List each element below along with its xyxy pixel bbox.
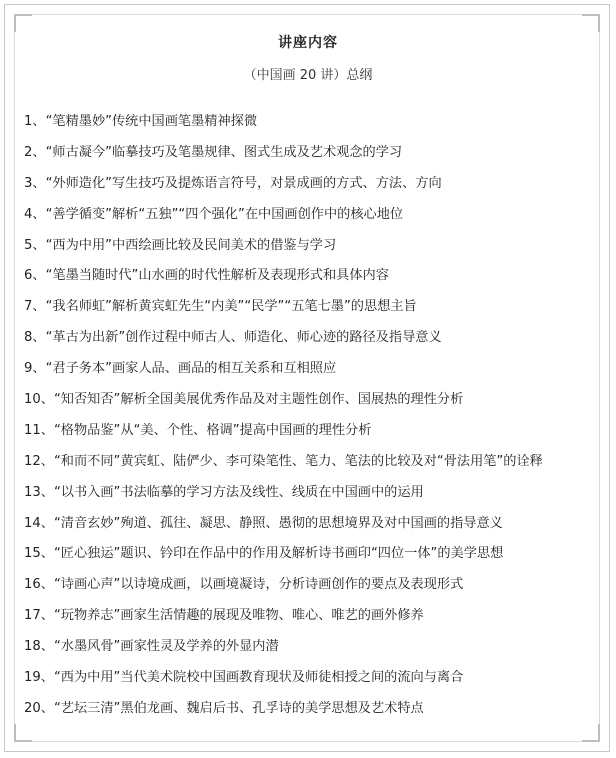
lecture-item: 16、“诗画心声”以诗境成画，以画境凝诗，分析诗画创作的要点及表现形式 <box>24 577 464 593</box>
lecture-item: 9、“君子务本”画家人品、画品的相互关系和互相照应 <box>24 361 337 377</box>
corner-ornament <box>582 14 600 32</box>
page-title: 讲座内容 <box>278 35 338 51</box>
lecture-list <box>24 113 599 731</box>
lecture-item: 2、“师古凝今”临摹技巧及笔墨规律、图式生成及艺术观念的学习 <box>24 144 403 160</box>
corner-ornament <box>14 14 32 32</box>
lecture-item: 14、“清音玄妙”殉道、孤往、凝思、静照、愚彻的思想境界及对中国画的指导意义 <box>24 515 503 531</box>
lecture-item: 15、“匠心独运”题识、钤印在作品中的作用及解析诗书画印“四位一体”的美学思想 <box>24 546 504 562</box>
lecture-item: 11、“格物品鉴”从“美、个性、格调”提高中国画的理性分析 <box>24 422 372 438</box>
lecture-item: 6、“笔墨当随时代”山水画的时代性解析及表现形式和具体内容 <box>24 268 389 284</box>
lecture-item: 5、“西为中用”中西绘画比较及民间美术的借鉴与学习 <box>24 237 337 253</box>
lecture-item: 13、“以书入画”书法临摹的学习方法及线性、线质在中国画中的运用 <box>24 484 424 500</box>
lecture-item: 17、“玩物养志”画家生活情趣的展现及唯物、唯心、唯艺的画外修养 <box>24 608 424 624</box>
lecture-item: 18、“水墨风骨”画家性灵及学养的外显内潜 <box>24 639 279 655</box>
lecture-item: 4、“善学循变”解析“五独”“四个强化”在中国画创作中的核心地位 <box>24 206 404 222</box>
lecture-item: 12、“和而不同”黄宾虹、陆俨少、李可染笔性、笔力、笔法的比较及对“骨法用笔”的诠释 <box>24 453 543 469</box>
lecture-item: 10、“知否知否”解析全国美展优秀作品及对主题性创作、国展热的理性分析 <box>24 392 464 408</box>
lecture-item: 3、“外师造化”写生技巧及提炼语言符号，对景成画的方式、方法、方向 <box>24 175 442 191</box>
lecture-item: 8、“革古为出新”创作过程中师古人、师造化、师心迹的路径及指导意义 <box>24 330 442 346</box>
lecture-item: 19、“西为中用”当代美术院校中国画教育现状及师徒相授之间的流向与离合 <box>24 670 464 686</box>
lecture-item: 1、“笔精墨妙”传统中国画笔墨精神探微 <box>24 114 258 129</box>
lecture-item: 20、“艺坛三清”黑伯龙画、魏启后书、孔孚诗的美学思想及艺术特点 <box>24 700 424 716</box>
lecture-item: 7、“我名师虹”解析黄宾虹先生“内美”“民学”“五笔七墨”的思想主旨 <box>24 299 417 315</box>
page-subtitle: （中国画 20 讲）总纲 <box>243 68 373 83</box>
